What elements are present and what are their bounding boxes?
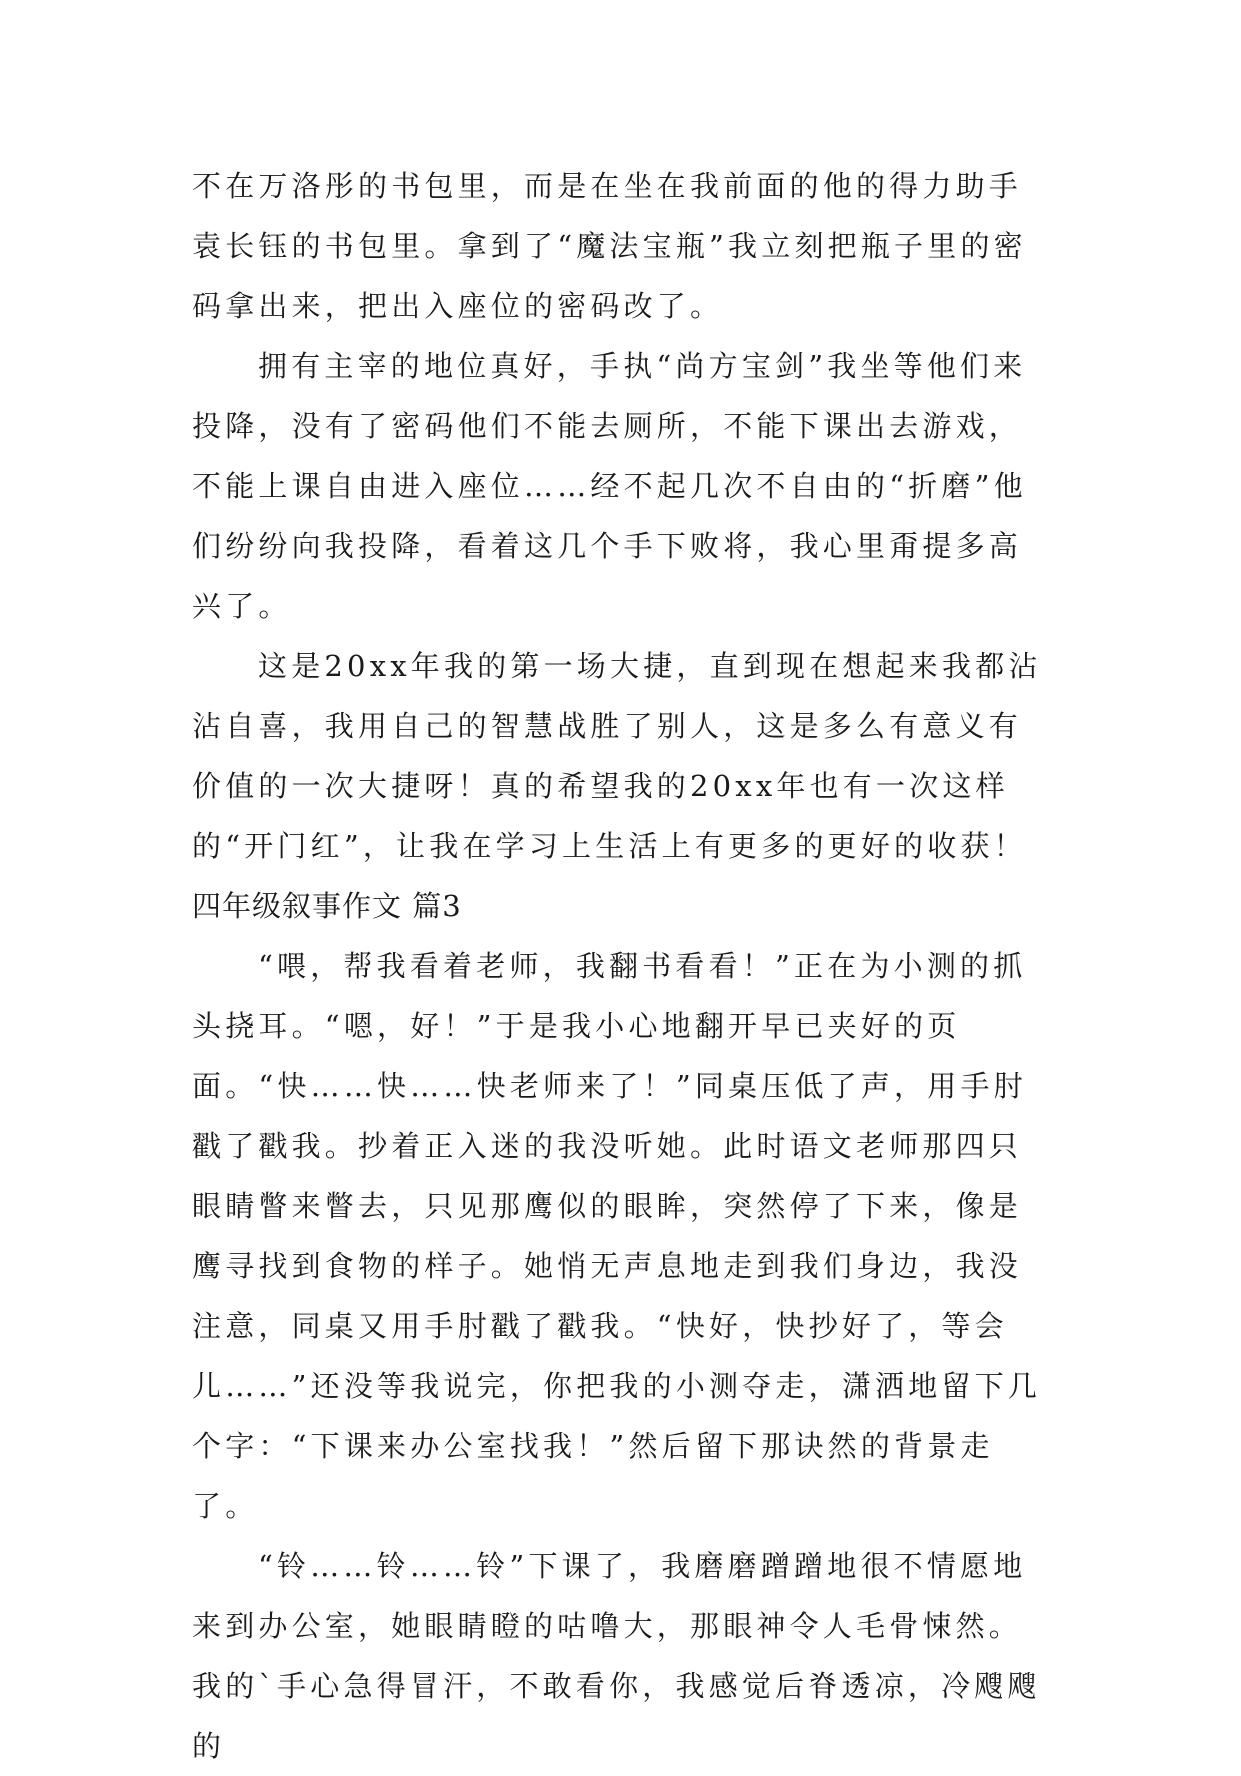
paragraph-victory: 这是20xx年我的第一场大捷，直到现在想起来我都沾沾自喜，我用自己的智慧战胜了别人，这是多么有意义有价值的一次大捷呀！真的希望我的20xx年也有一次这样的“开门红”，让我在学习上生活上有更多的更好的收获！ xyxy=(192,649,1042,863)
section-heading: 四年级叙事作文 篇3 xyxy=(192,889,462,923)
paragraph-continuation: 不在万洛彤的书包里，而是在坐在我前面的他的得力助手袁长钰的书包里。拿到了“魔法宝瓶”我立刻把瓶子里的密码拿出来，把出入座位的密码改了。 xyxy=(192,169,1027,323)
paragraph-cheating: “喂，帮我看着老师，我翻书看看！”正在为小测的抓头挠耳。“嗯，好！”于是我小心地翻开早已夹好的页面。“快……快……快老师来了！”同桌压低了声，用手肘戳了戳我。抄着正入迷的我没听她。此时语文老师那四只眼睛瞥来瞥去，只见那鹰似的眼眸，突然停了下来，像是鹰寻找到食物的样子。她悄无声息地走到我们身边，我没注意，同桌又用手肘戳了戳我。“快好，快抄好了，等会儿……”还没等我说完，你把我的小测夺走，潇洒地留下几个字：“下课来办公室找我！”然后留下那诀然的背景走了。 xyxy=(192,949,1042,1523)
document-body xyxy=(192,156,1052,1776)
paragraph-domination: 拥有主宰的地位真好，手执“尚方宝剑”我坐等他们来投降，没有了密码他们不能去厕所，不能下课出去游戏，不能上课自由进入座位……经不起几次不自由的“折磨”他们纷纷向我投降，看着这几个手下败将，我心里甭提多高兴了。 xyxy=(192,349,1027,623)
paragraph-office: “铃……铃……铃”下课了，我磨磨蹭蹭地很不情愿地来到办公室，她眼睛瞪的咕噜大，那眼神令人毛骨悚然。我的`手心急得冒汗，不敢看你，我感觉后脊透凉，冷飕飕的 xyxy=(192,1549,1041,1763)
